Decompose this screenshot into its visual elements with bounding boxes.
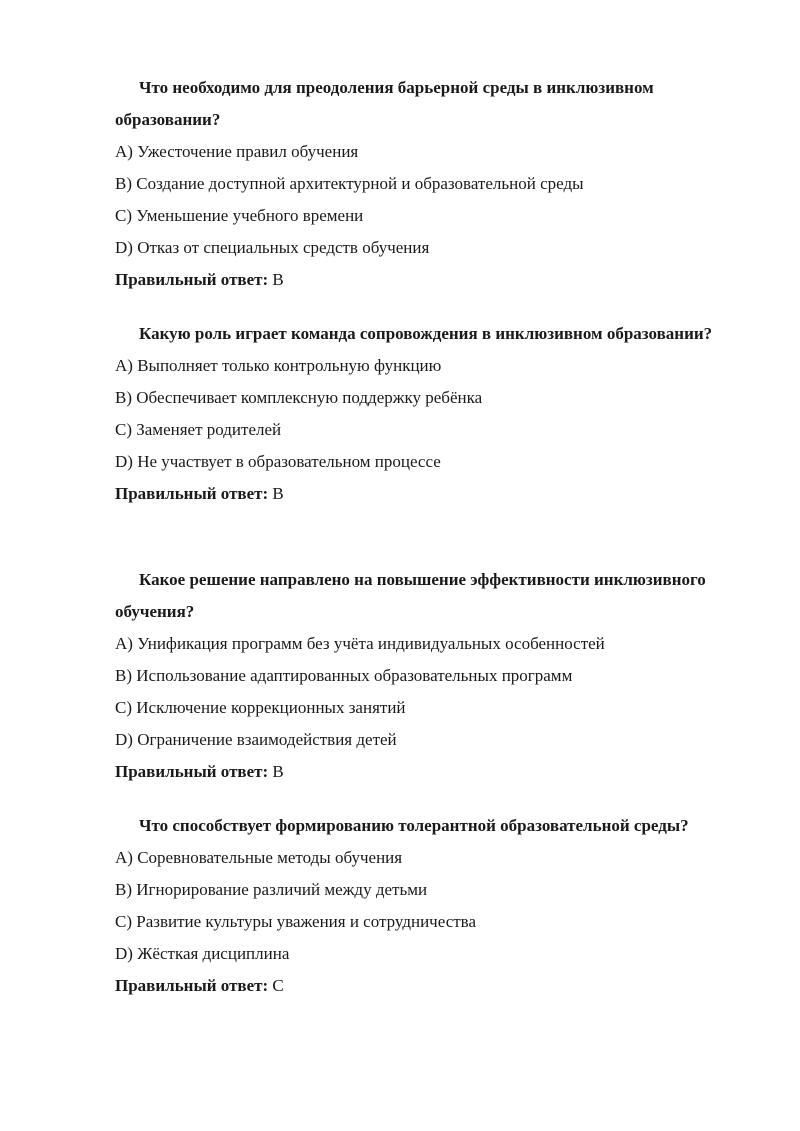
option-a: A) Унификация программ без учёта индивидуальных особенностей [115, 634, 605, 653]
correct-answer-label: Правильный ответ: [115, 976, 269, 995]
correct-answer-value: B [272, 762, 284, 781]
option-c: C) Заменяет родителей [115, 420, 282, 439]
correct-answer-value: B [272, 484, 284, 503]
question-title: Что необходимо для преодоления барьерной среды в инклюзивном образовании? [115, 78, 654, 129]
question-title: Какую роль играет команда сопровождения в инклюзивном образовании? [139, 324, 713, 343]
correct-answer [115, 478, 725, 510]
correct-answer-value: B [272, 270, 284, 289]
option-d: D) Жёсткая дисциплина [115, 944, 290, 963]
correct-answer-label: Правильный ответ: [115, 762, 269, 781]
option-b: B) Использование адаптированных образовательных программ [115, 666, 573, 685]
correct-answer-value: C [272, 976, 284, 995]
option-c: C) Развитие культуры уважения и сотрудничества [115, 912, 477, 931]
correct-answer [115, 970, 725, 1002]
question-2 [115, 318, 725, 510]
option-c: C) Исключение коррекционных занятий [115, 698, 406, 717]
option-a: A) Выполняет только контрольную функцию [115, 356, 442, 375]
question-1 [115, 72, 725, 296]
question-title: Какое решение направлено на повышение эффективности инклюзивного обучения? [115, 570, 706, 621]
option-a: A) Соревновательные методы обучения [115, 848, 403, 867]
option-d: D) Не участвует в образовательном процессе [115, 452, 441, 471]
option-b: B) Обеспечивает комплексную поддержку ребёнка [115, 388, 483, 407]
question-title: Что способствует формированию толерантной образовательной среды? [139, 816, 689, 835]
question-4 [115, 810, 725, 1002]
option-d: D) Ограничение взаимодействия детей [115, 730, 397, 749]
option-c: C) Уменьшение учебного времени [115, 206, 364, 225]
correct-answer-label: Правильный ответ: [115, 484, 269, 503]
correct-answer-label: Правильный ответ: [115, 270, 269, 289]
correct-answer [115, 756, 725, 788]
correct-answer [115, 264, 725, 296]
option-b: B) Игнорирование различий между детьми [115, 880, 428, 899]
option-b: B) Создание доступной архитектурной и образовательной среды [115, 174, 584, 193]
question-3 [115, 564, 725, 788]
option-d: D) Отказ от специальных средств обучения [115, 238, 430, 257]
option-a: A) Ужесточение правил обучения [115, 142, 359, 161]
